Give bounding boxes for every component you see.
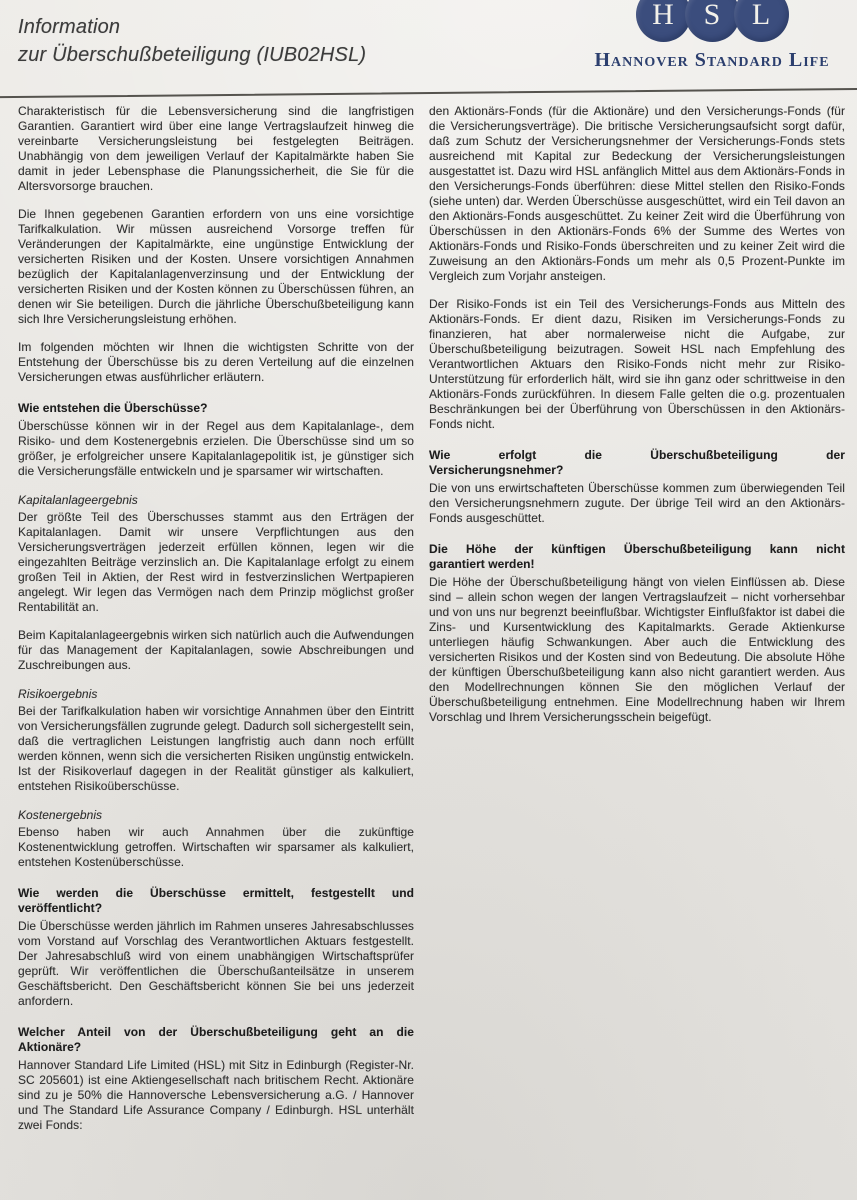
heading-line: Wie erfolgt die Überschußbeteiligung der <box>429 448 845 462</box>
paragraph: Der größte Teil des Überschusses stammt aus den Erträgen der Kapitalanlagen. Damit wir unsere Verpflichtungen aus den Versicherungsverträgen jederzeit erfüllen können, legen wir die eingezahlten Beiträge verzinslich an. Die Kapitalanlage erfolgt zu einem großen Teil in Aktien, der Rest wird in festverzinslichen Wertpapieren angelegt. Wir legen das Vermögen nach dem Prinzip möglichst großer Rentabilität an. <box>18 510 414 614</box>
logo-circle-l-icon: L <box>734 0 789 42</box>
paragraph: Hannover Standard Life Limited (HSL) mit Sitz in Edinburgh (Register-Nr. SC 205601) ist eine Aktiengesellschaft nach britischem Recht. Aktionäre sind zu je 50% die Hannoversche Lebensversicherung a.G. / Hannover und The Standard Life Assurance Company / Edinburgh. HSL unterhält zwei Fonds: <box>18 1058 414 1132</box>
heading-line: Kapitalanlageergebnis <box>18 493 138 507</box>
italic-subheading <box>18 493 414 508</box>
header-divider <box>0 88 857 98</box>
section-heading <box>429 448 845 478</box>
heading-line: Aktionäre? <box>18 1040 82 1054</box>
logo-wordmark: Hannover Standard Life <box>594 49 830 71</box>
section-heading <box>429 542 845 572</box>
right-column <box>429 104 845 1146</box>
heading-line: Versicherungsnehmer? <box>429 463 564 477</box>
hsl-logo <box>573 0 851 72</box>
heading-line: Wie entstehen die Überschüsse? <box>18 401 208 415</box>
paragraph: Beim Kapitalanlageergebnis wirken sich natürlich auch die Aufwendungen für das Management der Kapitalanlagen, sowie Abschreibungen und Zuschreibungen aus. <box>18 628 414 672</box>
heading-line: garantiert werden! <box>429 557 535 571</box>
heading-line: Wie werden die Überschüsse ermittelt, festgestellt und <box>18 886 414 900</box>
section-heading <box>18 1025 414 1055</box>
italic-subheading <box>18 687 414 702</box>
paragraph: Charakteristisch für die Lebensversicherung sind die langfristigen Garantien. Garantiert wird über eine lange Vertragslaufzeit hinweg die vereinbarte Versicherungsleistung bei festgelegten Beiträgen. Unabhängig von dem jeweiligen Verlauf der Kapitalmärkte haben Sie damit in jeder Lebensphase die Planungssicherheit, die Sie für die Altersvorsorge brauchen. <box>18 104 414 193</box>
paragraph: Die Höhe der Überschußbeteiligung hängt von vielen Einflüssen ab. Diese sind – allein schon wegen der langen Vertragslaufzeit – nicht vorhersehbar und von uns nur begrenzt beeinflußbar. Wichtigster Einflußfaktor ist dabei die Zins- und Kursentwicklung des Kapitalmarkts. Gerade Aktienkurse unterliegen häufig Schwankungen. Aber auch die Entwicklung des versicherten Risikos und der Kosten sind von Bedeutung. Die absolute Höhe der künftigen Überschußbeteiligung kann also nicht garantiert werden. Aus den Modellrechnungen können Sie den möglichen Verlauf der Überschußbeteiligung entnehmen. Eine Modellrechnung haben wir Ihrem Vorschlag und Ihrem Versicherungsschein beigefügt. <box>429 575 845 724</box>
paragraph: Der Risiko-Fonds ist ein Teil des Versicherungs-Fonds aus Mitteln des Aktionärs-Fonds. Er dient dazu, Risiken im Versicherungs-Fonds zu finanzieren, hat aber normalerweise nicht die Aufgabe, zur Überschußbeteiligung beizutragen. Soweit HSL nach Empfehlung des Verantwortlichen Aktuars den Risiko-Fonds nicht mehr zur Risiko-Unterstützung für erforderlich hält, wird sie ihn ganz oder schrittweise in den Aktionärs-Fonds zurückführen. In diesem Falle gelten die o.g. prozentualen Beschränkungen bei der Überführung von Überschüssen in den Aktionärs-Fonds nicht. <box>429 297 845 431</box>
italic-subheading <box>18 808 414 823</box>
section-heading <box>18 886 414 916</box>
paragraph: Überschüsse können wir in der Regel aus dem Kapitalanlage-, dem Risiko- und dem Kostenergebnis erzielen. Die Überschüsse sind um so größer, je erfolgreicher unsere Kapitalanlagepolitik ist, je günstiger sich die Versicherungsfälle entwickeln und je sparsamer wir wirtschaften. <box>18 419 414 478</box>
paragraph: Die Ihnen gegebenen Garantien erfordern von uns eine vorsichtige Tarifkalkulation. Wir müssen ausreichend Vorsorge treffen für Veränderungen der Kapitalmärkte, eine ungünstige Entwicklung der versicherten Risiken und der Kosten. Unsere vorsichtigen Annahmen bezüglich der Kapitalanlagenverzinsung und der Entwicklung der versicherten Risiken und der Kosten können zu Überschüssen führen, an denen wir Sie beteiligen. Durch die jährliche Überschußbeteiligung kann sich Ihre Versicherungsleistung erhöhen. <box>18 207 414 326</box>
heading-line: Kostenergebnis <box>18 808 103 822</box>
hsl-logo-circles-icon <box>573 0 851 42</box>
logo-circle-h-icon: H <box>636 0 691 42</box>
heading-line: Die Höhe der künftigen Überschußbeteiligung kann nicht <box>429 542 845 556</box>
title-line-2: zur Überschußbeteiligung (IUB02HSL) <box>18 44 367 66</box>
heading-line: veröffentlicht? <box>18 901 103 915</box>
title-line-1: Information <box>18 16 121 38</box>
left-column <box>18 104 414 1146</box>
heading-line: Risikoergebnis <box>18 687 98 701</box>
paragraph: Bei der Tarifkalkulation haben wir vorsichtige Annahmen über den Eintritt von Versicherungsfällen zugrunde gelegt. Dadurch soll sichergestellt sein, daß die vertraglichen Leistungen langfristig auch dann noch erfüllt werden können, wenn sich die versicherten Risiken ungünstig entwickeln. Ist der Risikoverlauf dagegen in der Realität günstiger als kalkuliert, entstehen Risikoüberschüsse. <box>18 704 414 793</box>
paragraph: den Aktionärs-Fonds (für die Aktionäre) und den Versicherungs-Fonds (für die Versicherungsverträge). Die britische Versicherungsaufsicht sorgt dafür, daß zum Schutz der Versicherungsnehmer der Versicherungs-Fonds stets ausreichend mit Kapital zur Bedeckung der Versicherungsleistungen ausgestattet ist. Dazu wird HSL anfänglich Mittel aus dem Aktionärs-Fonds in den Versicherungs-Fonds überführen: diese Mittel stellen den Risiko-Fonds (siehe unten) dar. Werden Überschüsse ausgeschüttet, wird ein Teil davon an den Aktionärs-Fonds ausgeschüttet. Zu keiner Zeit wird die Überführung von Überschüssen in den Aktionärs-Fonds 6% der Summe des Wertes von Aktionärs-Fonds und Risiko-Fonds überschreiten und zu keiner Zeit wird die Zuweisung an den Aktionärs-Fonds um mehr als 0,5 Prozent-Punkte im Vergleich zum Vorjahr ansteigen. <box>429 104 845 283</box>
document-body <box>18 104 845 1146</box>
logo-circle-s-icon: S <box>685 0 740 42</box>
paragraph: Die von uns erwirtschafteten Überschüsse kommen zum überwiegenden Teil den Versicherungsnehmern zugute. Der übrige Teil wird an den Aktionärs-Fonds ausgeschüttet. <box>429 481 845 525</box>
paragraph: Ebenso haben wir auch Annahmen über die zukünftige Kostenentwicklung getroffen. Wirtschaften wir sparsamer als kalkuliert, entstehen Kostenüberschüsse. <box>18 825 414 869</box>
paragraph: Im folgenden möchten wir Ihnen die wichtigsten Schritte von der Entstehung der Überschüsse bis zu deren Verteilung auf die einzelnen Versicherungen etwas ausführlicher erläutern. <box>18 340 414 384</box>
paragraph: Die Überschüsse werden jährlich im Rahmen unseres Jahresabschlusses vom Vorstand auf Vorschlag des Verantwortlichen Aktuars festgestellt. Der Jahresabschluß wird von einem unabhängigen Wirtschaftsprüfer geprüft. Wir veröffentlichen die Überschußanteilsätze in unserem Geschäftsbericht. Den Geschäftsbericht können Sie bei uns jederzeit anfordern. <box>18 919 414 1008</box>
section-heading <box>18 401 414 416</box>
heading-line: Welcher Anteil von der Überschußbeteiligung geht an die <box>18 1025 414 1039</box>
page-title <box>18 13 366 69</box>
